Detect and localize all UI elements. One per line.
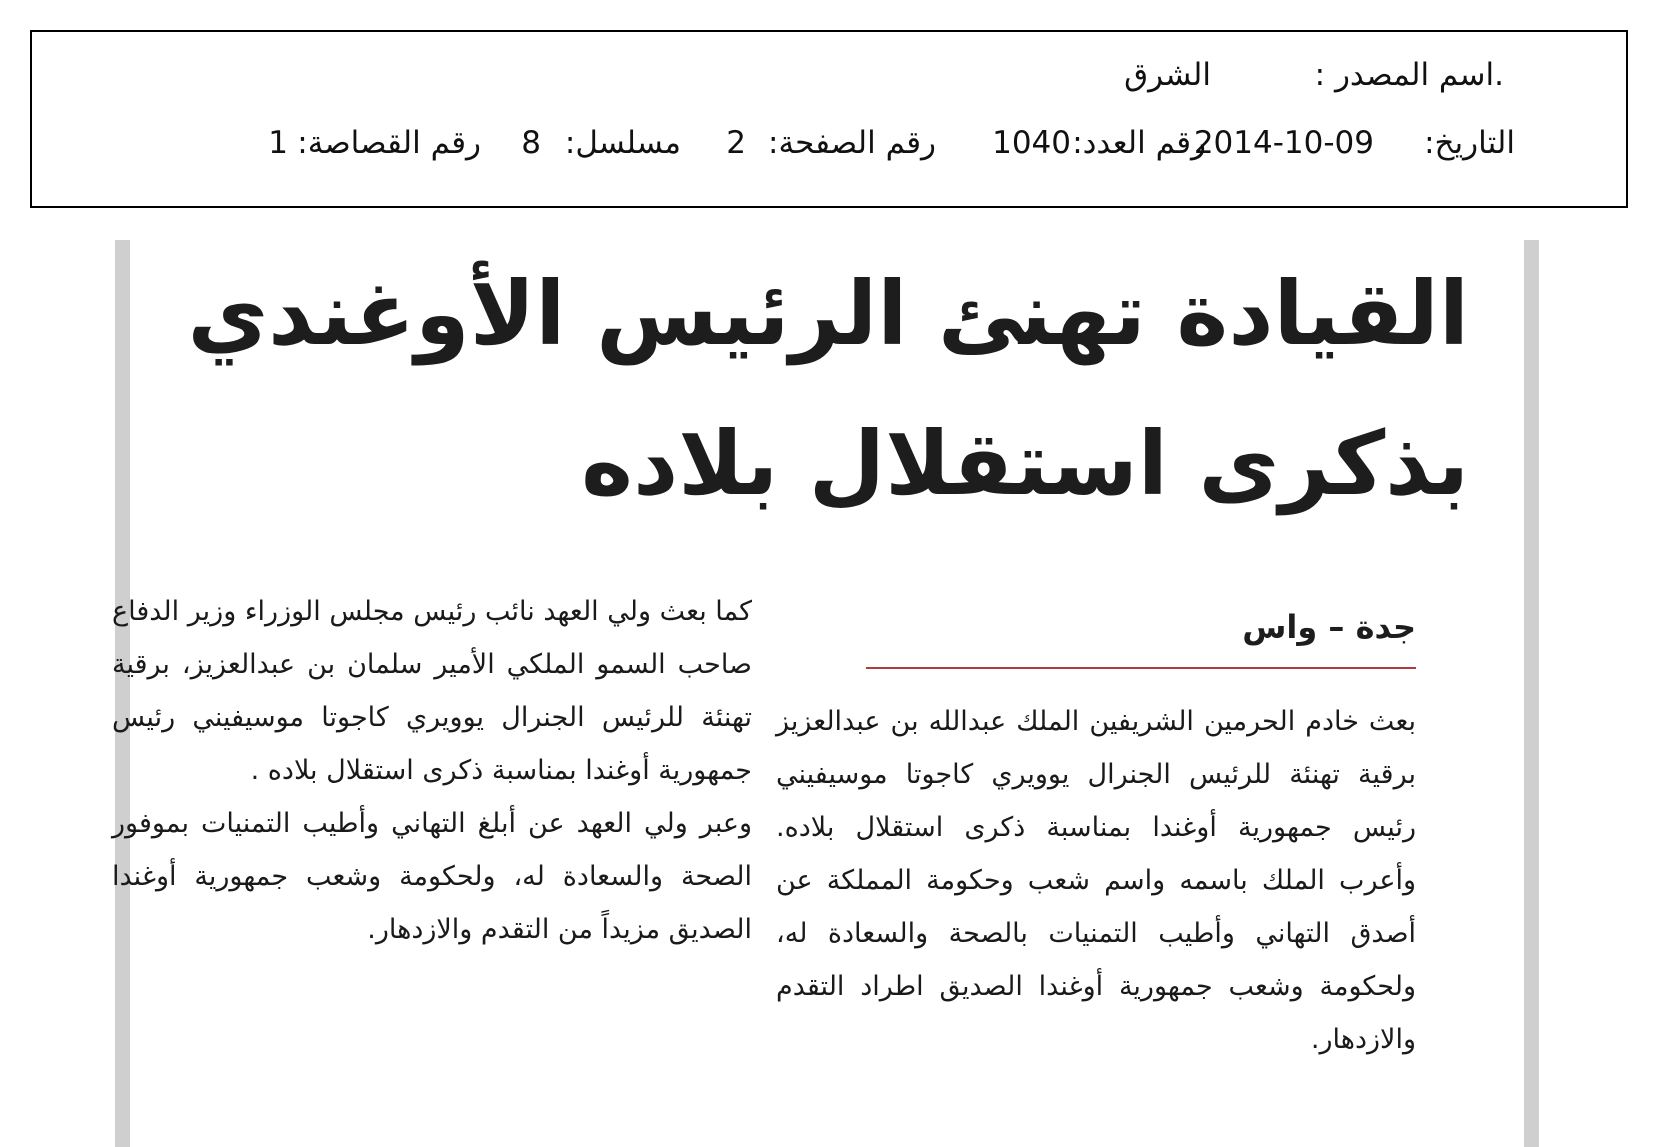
paragraph: كما بعث ولي العهد نائب رئيس مجلس الوزراء وزير الدفاع صاحب السمو الملكي الأمير سلمان بن عبدالعزيز، برقية تهنئة للرئيس الجنرال يوويري كاجوتا موسيفيني رئيس جمهورية أوغندا بمناسبة ذكرى استقلال بلاده . [112,596,752,786]
article-column-left [112,585,752,956]
paragraph: بعث خادم الحرمين الشريفين الملك عبدالله بن عبدالعزيز برقية تهنئة للرئيس الجنرال يوويري كاجوتا موسيفيني رئيس جمهورية أوغندا بمناسبة ذكرى استقلال بلاده. وأعرب الملك باسمه واسم شعب وحكومة المملكة عن أصدق التهاني وأطيب التمنيات بالصحة والسعادة له، ولحكومة وشعب جمهورية أوغندا الصديق اطراد التقدم والازدهار. [776,706,1416,1055]
headline-line-1: القيادة تهنئ الرئيس الأوغندي [187,262,1469,365]
clip-value: 1 [268,125,288,161]
source-label: .اسم المصدر : [1314,57,1504,93]
byline-divider [866,667,1416,669]
clip-label: رقم القصاصة: [297,125,481,161]
serial-value: 8 [521,125,541,161]
clipping-metadata-box [30,30,1628,208]
date-label: التاريخ: [1424,125,1515,161]
article-column-right [776,695,1416,1066]
date-value: 2014-10-09 [1193,125,1374,161]
byline: جدة – واس [1242,608,1416,646]
source-value: الشرق [1124,57,1211,93]
article-clipping [112,240,1539,1147]
serial-label: مسلسل: [564,125,681,161]
page-label: رقم الصفحة: [768,125,936,161]
issue-label: رقم العدد: [1072,125,1206,161]
issue-value: 1040 [992,125,1071,161]
headline-line-2: بذكرى استقلال بلاده [581,412,1469,515]
page-value: 2 [726,125,746,161]
paragraph: وعبر ولي العهد عن أبلغ التهاني وأطيب التمنيات بموفور الصحة والسعادة له، ولحكومة وشعب جمهورية أوغندا الصديق مزيداً من التقدم والازدهار. [112,808,752,945]
